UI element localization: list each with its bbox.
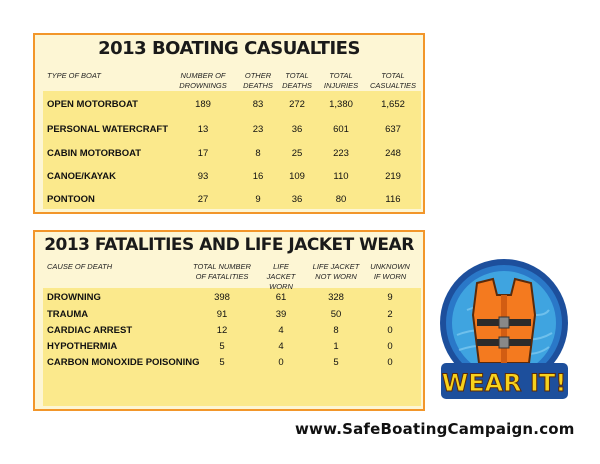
value-cell: 61 — [275, 292, 287, 303]
table-row — [35, 96, 425, 113]
value-cell: 4 — [278, 325, 284, 336]
table-row — [35, 121, 425, 138]
value-cell: 248 — [385, 148, 401, 159]
value-cell: 50 — [330, 309, 342, 320]
wear-it-text: WEAR IT! — [441, 369, 567, 397]
value-cell: 1,652 — [381, 99, 405, 110]
boating-casualties-panel — [33, 33, 425, 214]
header-drownings: NUMBER OF DROWNINGS — [179, 71, 227, 90]
value-cell: 4 — [278, 341, 284, 352]
value-cell: 36 — [291, 124, 303, 135]
value-cell: 0 — [387, 357, 393, 368]
value-cell: 91 — [216, 309, 228, 320]
header-cause-of-death: CAUSE OF DEATH — [47, 262, 113, 271]
header-type-of-boat: TYPE OF BOAT — [47, 71, 101, 80]
boat-type-cell: CANOE/KAYAK — [47, 171, 116, 182]
fatalities-panel — [33, 230, 425, 411]
value-cell: 110 — [333, 171, 349, 182]
cause-cell: TRAUMA — [47, 309, 89, 320]
header-unknown-if-worn: UNKNOWN IF WORN — [370, 262, 410, 281]
value-cell: 5 — [219, 341, 225, 352]
value-cell: 1,380 — [329, 99, 353, 110]
casualties-title: 2013 BOATING CASUALTIES — [98, 38, 360, 59]
value-cell: 0 — [387, 325, 393, 336]
value-cell: 5 — [219, 357, 225, 368]
header-total-injuries: TOTAL INJURIES — [323, 71, 359, 90]
table-row — [35, 338, 425, 355]
value-cell: 13 — [197, 124, 209, 135]
cause-cell: CARDIAC ARREST — [47, 325, 133, 336]
value-cell: 25 — [291, 148, 303, 159]
value-cell: 109 — [289, 171, 305, 182]
header-other-deaths: OTHER DEATHS — [243, 71, 273, 90]
fatalities-title: 2013 FATALITIES AND LIFE JACKET WEAR — [44, 235, 414, 255]
boat-type-cell: OPEN MOTORBOAT — [47, 99, 138, 110]
website-link[interactable]: www.SafeBoatingCampaign.com — [295, 420, 575, 438]
header-jacket-worn: LIFE JACKET WORN — [266, 262, 296, 291]
value-cell: 1 — [333, 341, 339, 352]
value-cell: 27 — [197, 194, 209, 205]
cause-cell: CARBON MONOXIDE POISONING — [47, 357, 200, 368]
header-total-fatalities: TOTAL NUMBER OF FATALITIES — [193, 262, 251, 281]
value-cell: 12 — [216, 325, 228, 336]
table-row — [35, 168, 425, 185]
value-cell: 8 — [333, 325, 339, 336]
cause-cell: HYPOTHERMIA — [47, 341, 118, 352]
table-row — [35, 354, 425, 371]
table-row — [35, 145, 425, 162]
boat-type-cell: CABIN MOTORBOAT — [47, 148, 142, 159]
wear-it-logo — [437, 255, 572, 407]
value-cell: 23 — [252, 124, 264, 135]
table-row — [35, 289, 425, 306]
cause-cell: DROWNING — [47, 292, 101, 303]
value-cell: 80 — [335, 194, 347, 205]
value-cell: 2 — [387, 309, 393, 320]
table-row — [35, 191, 425, 208]
value-cell: 116 — [385, 194, 401, 205]
value-cell: 0 — [278, 357, 284, 368]
value-cell: 272 — [289, 99, 305, 110]
value-cell: 223 — [333, 148, 349, 159]
table-row — [35, 306, 425, 323]
table-row — [35, 322, 425, 339]
value-cell: 9 — [387, 292, 393, 303]
value-cell: 17 — [197, 148, 209, 159]
value-cell: 39 — [275, 309, 287, 320]
header-total-casualties: TOTAL CASUALTIES — [369, 71, 417, 90]
value-cell: 83 — [252, 99, 264, 110]
header-total-deaths: TOTAL DEATHS — [282, 71, 312, 90]
header-jacket-not-worn: LIFE JACKET NOT WORN — [312, 262, 360, 281]
value-cell: 16 — [252, 171, 264, 182]
value-cell: 5 — [333, 357, 339, 368]
value-cell: 328 — [328, 292, 344, 303]
value-cell: 601 — [333, 124, 349, 135]
value-cell: 8 — [255, 148, 261, 159]
value-cell: 9 — [255, 194, 261, 205]
boat-type-cell: PERSONAL WATERCRAFT — [47, 124, 169, 135]
value-cell: 0 — [387, 341, 393, 352]
value-cell: 36 — [291, 194, 303, 205]
value-cell: 637 — [385, 124, 401, 135]
value-cell: 398 — [214, 292, 230, 303]
value-cell: 189 — [195, 99, 211, 110]
boat-type-cell: PONTOON — [47, 194, 95, 205]
value-cell: 93 — [197, 171, 209, 182]
value-cell: 219 — [385, 171, 401, 182]
